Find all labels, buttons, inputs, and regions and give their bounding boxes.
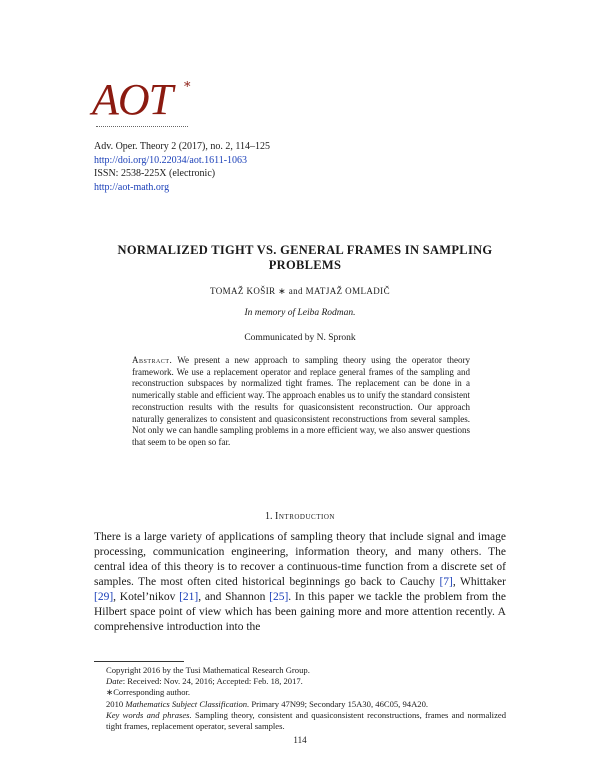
communicated-by: Communicated by N. Spronk: [244, 333, 356, 343]
intro-text-5: . In this paper we tackle the problem from the Hilbert space point of view which has been gaining more and more attention recently. A comprehensive introduction into the: [94, 591, 507, 633]
doi-link[interactable]: http://doi.org/10.22034/aot.1611-1063: [94, 154, 248, 166]
dedication: In memory of Leiba Rodman.: [244, 308, 356, 318]
ref-whittaker[interactable]: [29]: [94, 591, 114, 603]
logo-star: *: [184, 80, 191, 95]
intro-paragraph: [94, 530, 506, 635]
date-note: [94, 676, 506, 687]
ref-cauchy[interactable]: [7]: [439, 576, 453, 588]
abstract: [132, 355, 470, 449]
copyright-note: Copyright 2016 by the Tusi Mathematical Research Group.: [106, 665, 310, 675]
authors-and: and: [288, 286, 303, 296]
footnotes: [94, 665, 506, 732]
ref-kotelnikov[interactable]: [21]: [179, 591, 199, 603]
date-text: : Received: Nov. 24, 2016; Accepted: Feb. 18, 2017.: [122, 676, 303, 687]
section-number: 1.: [265, 511, 273, 522]
page-number: 114: [293, 735, 307, 745]
section-title: Introduction: [275, 511, 335, 522]
issn: ISSN: 2538-225X (electronic): [94, 168, 216, 179]
msc-text: Primary 47N99; Secondary 15A30, 46C05, 94A20.: [251, 698, 429, 709]
journal-logo: [92, 75, 212, 134]
corresponding-note: ∗Corresponding author.: [106, 687, 191, 698]
author-omladic: MATJAŽ OMLADIČ: [305, 286, 390, 296]
ref-shannon[interactable]: [25]: [269, 591, 289, 603]
authors: [0, 286, 600, 297]
date-label: Date: [106, 676, 123, 687]
author-kosir: TOMAŽ KOŠIR: [210, 286, 276, 296]
msc-label: Mathematics Subject Classification.: [125, 698, 250, 709]
section-heading: [0, 511, 600, 522]
msc-year: 2010: [106, 698, 124, 709]
keywords-label: Key words and phrases.: [106, 709, 192, 720]
keywords-note: [94, 710, 506, 732]
intro-text-3: , Kotel’nikov: [113, 591, 176, 603]
footnote-rule: [94, 661, 184, 662]
paper-title: NORMALIZED TIGHT VS. GENERAL FRAMES IN SAMPLING PROBLEMS: [117, 243, 493, 272]
logo-text: AOT: [92, 75, 173, 124]
abstract-label: Abstract.: [132, 355, 173, 365]
intro-text-4: , and Shannon: [198, 591, 266, 603]
intro-text-2: , Whittaker: [452, 576, 506, 588]
logo-tagline: [96, 126, 188, 130]
citation: Adv. Oper. Theory 2 (2017), no. 2, 114–125: [94, 141, 270, 152]
intro-text-1: There is a large variety of applications of sampling theory that include signal and image processing, communication engineering, information theory, and many others. The central idea of this theory is to recover a continuous-time function from a discrete set of samples. The most often cited historical beginnings go back to Cauchy: [94, 531, 506, 588]
keywords-text: Sampling theory, consistent and quasiconsistent reconstructions, frames and normalized tight frames, replacement operator, several samples.: [106, 709, 506, 732]
msc-note: [94, 699, 506, 710]
site-link[interactable]: http://aot-math.org: [94, 181, 170, 193]
corresponding-mark: ∗: [278, 286, 287, 296]
abstract-text: We present a new approach to sampling theory using the operator theory framework. We use a replacement operator and replace general frames of the sampling and reconstruction subspaces by normalized tight frames. The replacement can be done in a numerically stable and efficient way. The approach enables us to unify the standard consistent reconstruction results with the results for quasiconsistent reconstruction. Our approach naturally generalizes to consistent and quasiconsistent reconstructions from several samples. Not only we can handle sampling problems in a more efficient way, we also answer questions that seem to be open so far.: [132, 355, 470, 447]
journal-meta: [94, 140, 270, 194]
